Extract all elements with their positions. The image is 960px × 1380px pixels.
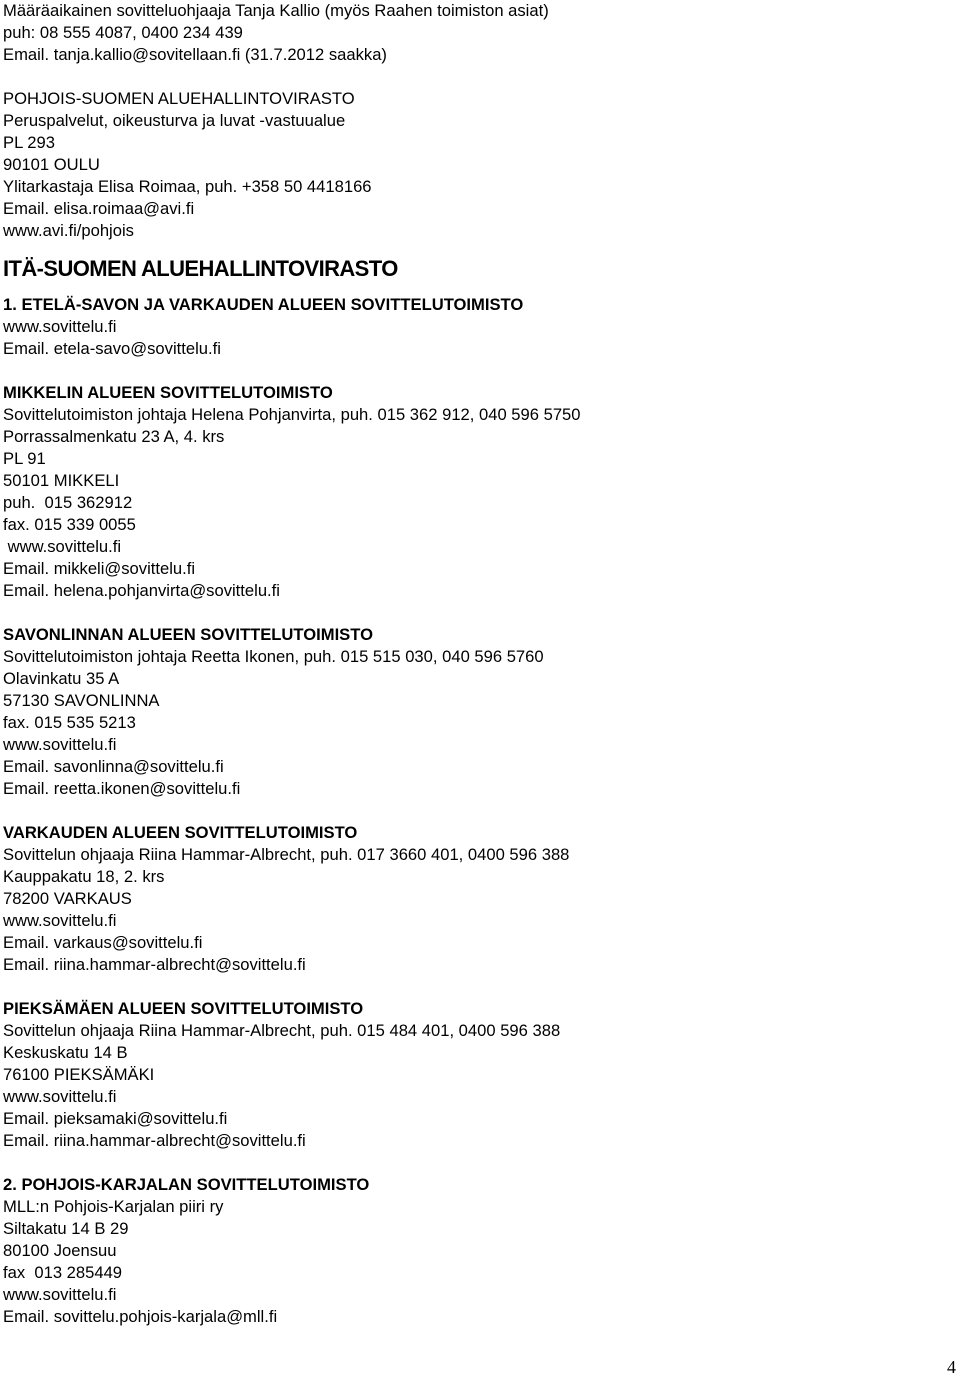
- mikkeli-block: [3, 382, 948, 602]
- text-line: Email. etela-savo@sovittelu.fi: [3, 339, 221, 358]
- text-line: MLL:n Pohjois-Karjalan piiri ry: [3, 1197, 224, 1216]
- text-line: PL 293: [3, 133, 55, 152]
- text-line: www.sovittelu.fi: [3, 317, 117, 336]
- varkaus-block: [3, 822, 948, 976]
- text-line: Määräaikainen sovitteluohjaaja Tanja Kallio (myös Raahen toimiston asiat): [3, 1, 549, 20]
- text-line: Ylitarkastaja Elisa Roimaa, puh. +358 50 4418166: [3, 177, 372, 196]
- text-line: Email. riina.hammar-albrecht@sovittelu.fi: [3, 955, 306, 974]
- text-line: Porrassalmenkatu 23 A, 4. krs: [3, 427, 225, 446]
- page-number: 4: [947, 1357, 956, 1377]
- text-line: 76100 PIEKSÄMÄKI: [3, 1065, 155, 1084]
- text-line: Email. tanja.kallio@sovitellaan.fi (31.7.2012 saakka): [3, 45, 387, 64]
- text-line: Email. varkaus@sovittelu.fi: [3, 933, 203, 952]
- text-line: puh: 08 555 4087, 0400 234 439: [3, 23, 243, 42]
- pohjois-suomen-avi-block: [3, 88, 948, 242]
- text-line: www.sovittelu.fi: [3, 537, 122, 556]
- text-line: Email. helena.pohjanvirta@sovittelu.fi: [3, 581, 280, 600]
- section-title: SAVONLINNAN ALUEEN SOVITTELUTOIMISTO: [3, 625, 373, 644]
- text-line: Email. pieksamaki@sovittelu.fi: [3, 1109, 228, 1128]
- text-line: Email. reetta.ikonen@sovittelu.fi: [3, 779, 241, 798]
- text-line: Olavinkatu 35 A: [3, 669, 120, 688]
- text-line: www.sovittelu.fi: [3, 911, 117, 930]
- text-line: puh. 015 362912: [3, 493, 133, 512]
- text-line: www.sovittelu.fi: [3, 1087, 117, 1106]
- text-line: Email. savonlinna@sovittelu.fi: [3, 757, 224, 776]
- pohjois-karjala-block: [3, 1174, 948, 1328]
- text-line: 80100 Joensuu: [3, 1241, 117, 1260]
- text-line: Sovittelun ohjaaja Riina Hammar-Albrecht, puh. 017 3660 401, 0400 596 388: [3, 845, 570, 864]
- etela-savo-block: [3, 294, 948, 360]
- text-line: www.avi.fi/pohjois: [3, 221, 134, 240]
- text-line: Sovittelutoimiston johtaja Helena Pohjanvirta, puh. 015 362 912, 040 596 5750: [3, 405, 581, 424]
- text-line: Email. sovittelu.pohjois-karjala@mll.fi: [3, 1307, 278, 1326]
- text-line: 90101 OULU: [3, 155, 100, 174]
- intro-block: [3, 0, 948, 66]
- ita-suomen-heading: ITÄ-SUOMEN ALUEHALLINTOVIRASTO: [3, 256, 398, 281]
- document-page: [3, 0, 948, 1328]
- text-line: Email. riina.hammar-albrecht@sovittelu.fi: [3, 1131, 306, 1150]
- text-line: fax. 015 339 0055: [3, 515, 136, 534]
- text-line: www.sovittelu.fi: [3, 735, 117, 754]
- text-line: 57130 SAVONLINNA: [3, 691, 160, 710]
- text-line: Keskuskatu 14 B: [3, 1043, 128, 1062]
- text-line: fax. 015 535 5213: [3, 713, 136, 732]
- section-title: PIEKSÄMÄEN ALUEEN SOVITTELUTOIMISTO: [3, 999, 364, 1018]
- section-title: 2. POHJOIS-KARJALAN SOVITTELUTOIMISTO: [3, 1175, 370, 1194]
- text-line: Kauppakatu 18, 2. krs: [3, 867, 165, 886]
- section-title: MIKKELIN ALUEEN SOVITTELUTOIMISTO: [3, 383, 333, 402]
- text-line: Sovittelun ohjaaja Riina Hammar-Albrecht, puh. 015 484 401, 0400 596 388: [3, 1021, 561, 1040]
- pieksamaki-block: [3, 998, 948, 1152]
- text-line: Sovittelutoimiston johtaja Reetta Ikonen, puh. 015 515 030, 040 596 5760: [3, 647, 544, 666]
- section-title: 1. ETELÄ-SAVON JA VARKAUDEN ALUEEN SOVITTELUTOIMISTO: [3, 295, 524, 314]
- section-unit: Peruspalvelut, oikeusturva ja luvat -vastuualue: [3, 111, 346, 130]
- text-line: fax 013 285449: [3, 1263, 123, 1282]
- text-line: www.sovittelu.fi: [3, 1285, 117, 1304]
- text-line: Email. elisa.roimaa@avi.fi: [3, 199, 195, 218]
- text-line: PL 91: [3, 449, 46, 468]
- text-line: Siltakatu 14 B 29: [3, 1219, 129, 1238]
- section-title: POHJOIS-SUOMEN ALUEHALLINTOVIRASTO: [3, 89, 355, 108]
- savonlinna-block: [3, 624, 948, 800]
- section-title: VARKAUDEN ALUEEN SOVITTELUTOIMISTO: [3, 823, 358, 842]
- text-line: 78200 VARKAUS: [3, 889, 132, 908]
- text-line: 50101 MIKKELI: [3, 471, 120, 490]
- text-line: Email. mikkeli@sovittelu.fi: [3, 559, 196, 578]
